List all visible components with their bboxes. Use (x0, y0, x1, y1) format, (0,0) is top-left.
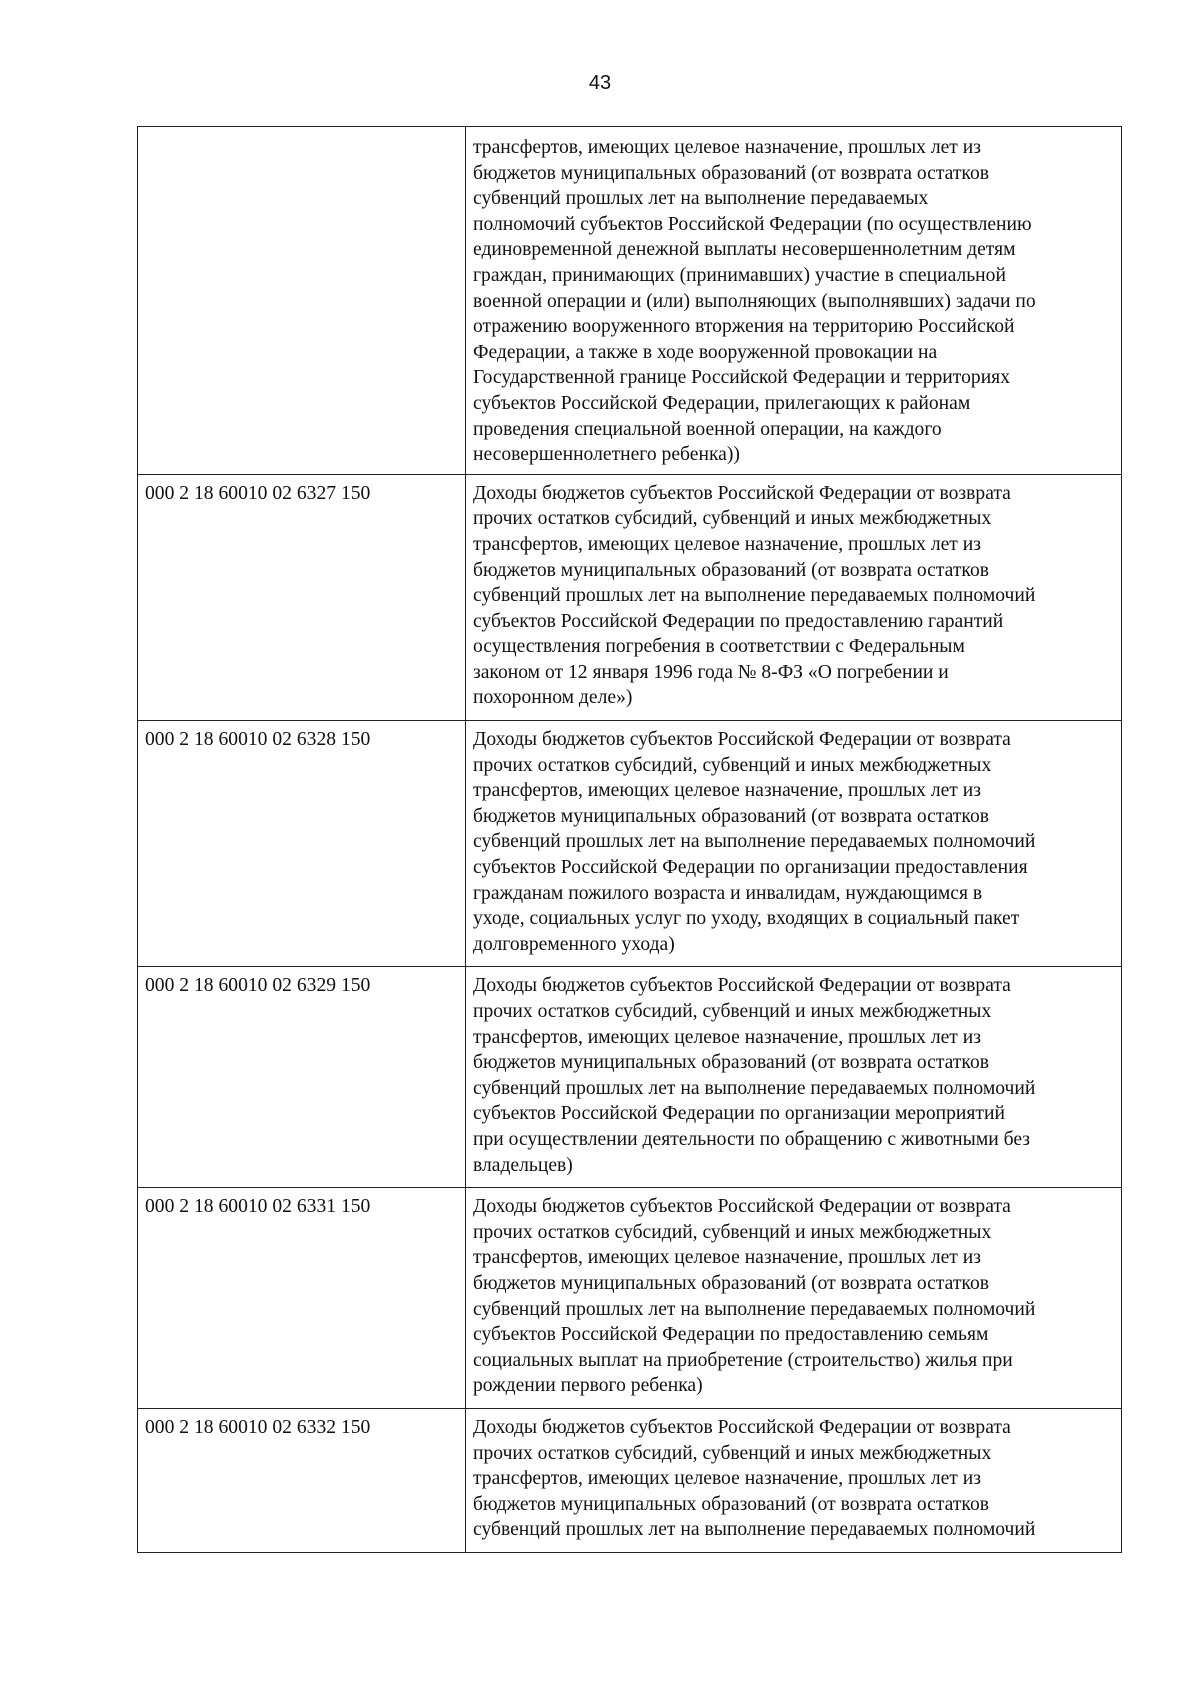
description-cell (466, 1408, 1122, 1552)
code-cell: 000 2 18 60010 02 6332 150 (138, 1408, 466, 1552)
description-text: Доходы бюджетов субъектов Российской Федерации от возврата прочих остатков субсидий, субвенций и иных межбюджетных трансфертов, имеющих целевое назначение, прошлых лет из бюджетов муниципальных образований (от возврата остатков субвенций прошлых лет на выполнение передаваемых полномочий субъектов Российской Федерации по организации мероприятий при осуществлении деятельности по обращению с животными без владельцев) (473, 975, 1036, 1176)
budget-codes-table (137, 126, 1122, 1553)
description-text: Доходы бюджетов субъектов Российской Федерации от возврата прочих остатков субсидий, субвенций и иных межбюджетных трансфертов, имеющих целевое назначение, прошлых лет из бюджетов муниципальных образований (от возврата остатков субвенций прошлых лет на выполнение передаваемых полномочий (473, 1416, 1036, 1541)
description-text: Доходы бюджетов субъектов Российской Федерации от возврата прочих остатков субсидий, субвенций и иных межбюджетных трансфертов, имеющих целевое назначение, прошлых лет из бюджетов муниципальных образований (от возврата остатков субвенций прошлых лет на выполнение передаваемых полномочий субъектов Российской Федерации по предоставлению семьям социальных выплат на приобретение (строительство) жилья при рождении первого ребенка) (473, 1196, 1036, 1397)
code-cell: 000 2 18 60010 02 6329 150 (138, 967, 466, 1188)
page-number: 43 (588, 72, 612, 94)
description-cell (466, 474, 1122, 720)
table-row (138, 1188, 1122, 1409)
code-cell: 000 2 18 60010 02 6328 150 (138, 721, 466, 967)
description-cell (466, 127, 1122, 475)
description-text: Доходы бюджетов субъектов Российской Федерации от возврата прочих остатков субсидий, субвенций и иных межбюджетных трансфертов, имеющих целевое назначение, прошлых лет из бюджетов муниципальных образований (от возврата остатков субвенций прошлых лет на выполнение передаваемых полномочий субъектов Российской Федерации по предоставлению гарантий осуществления погребения в соответствии с Федеральным законом от 12 января 1996 года № 8-ФЗ «О погребении и похоронном деле») (473, 482, 1036, 709)
code-cell (138, 127, 466, 475)
description-cell (466, 721, 1122, 967)
table-row (138, 1408, 1122, 1552)
description-text: трансфертов, имеющих целевое назначение, прошлых лет из бюджетов муниципальных образований (от возврата остатков субвенций прошлых лет на выполнение передаваемых полномочий субъектов Российской Федерации (по осуществлению единовременной денежной выплаты несовершеннолетним детям граждан, принимающих (принимавших) участие в специальной военной операции и (или) выполняющих (выполнявших) задачи по отражению вооруженного вторжения на территорию Российской Федерации, а также в ходе вооруженной провокации на Государственной границе Российской Федерации и территориях субъектов Российской Федерации, прилегающих к районам проведения специальной военной операции, на каждого несовершеннолетнего ребенка)) (473, 137, 1036, 466)
code-cell: 000 2 18 60010 02 6327 150 (138, 474, 466, 720)
table-row (138, 967, 1122, 1188)
table-row (138, 474, 1122, 720)
description-cell (466, 967, 1122, 1188)
description-text: Доходы бюджетов субъектов Российской Федерации от возврата прочих остатков субсидий, субвенций и иных межбюджетных трансфертов, имеющих целевое назначение, прошлых лет из бюджетов муниципальных образований (от возврата остатков субвенций прошлых лет на выполнение передаваемых полномочий субъектов Российской Федерации по организации предоставления гражданам пожилого возраста и инвалидам, нуждающимся в уходе, социальных услуг по уходу, входящих в социальный пакет долговременного ухода) (473, 729, 1036, 955)
code-cell: 000 2 18 60010 02 6331 150 (138, 1188, 466, 1409)
description-cell (466, 1188, 1122, 1409)
table-row (138, 721, 1122, 967)
table-row (138, 127, 1122, 475)
